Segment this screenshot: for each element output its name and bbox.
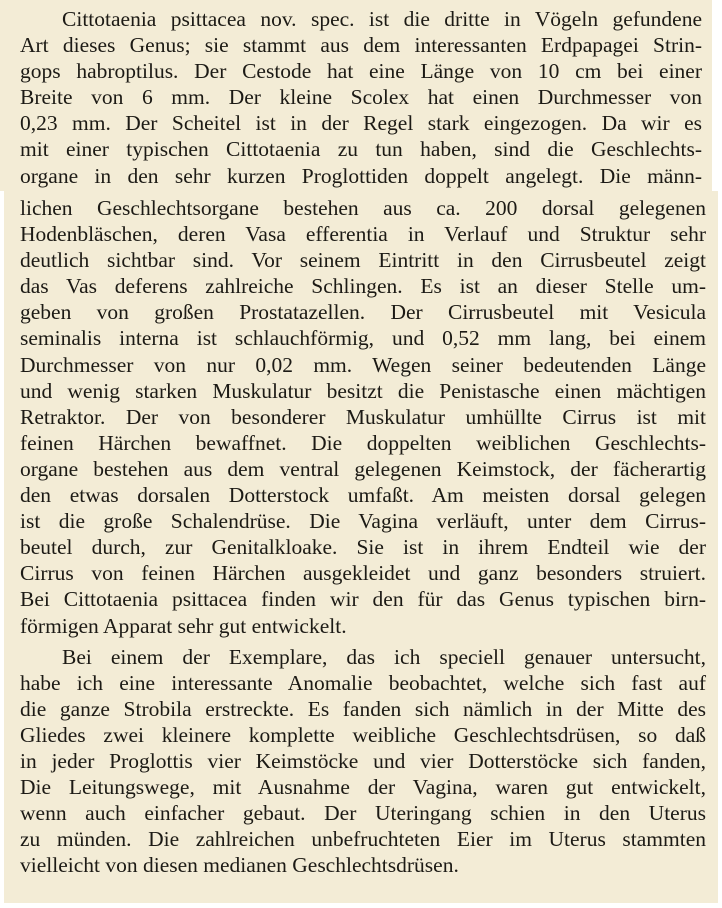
text-line: habe ich eine interessante Anomalie beobachtet, welche sich fast auf [20,670,706,695]
text-line: Bei einem der Exemplare, das ich speciell genauer untersucht, [62,644,706,669]
scan-fragment-top [0,0,712,191]
text-line: und wenig starken Muskulatur besitzt die Penistasche einen mächtigen [20,378,706,403]
text-line: lichen Geschlechtsorgane bestehen aus ca. 200 dorsal gelegenen [20,196,706,220]
text-line: ist die große Schalendrüse. Die Vagina verläuft, unter dem Cirrus- [20,509,706,534]
text-line: deutlich sichtbar sind. Vor seinem Eintritt in den Cirrusbeutel zeigt [20,248,706,273]
text-line: Retraktor. Der von besonderer Muskulatur umhüllte Cirrus ist mit [20,404,706,429]
text-line: wenn auch einfacher gebaut. Der Uteringang schien in den Uterus [20,801,706,826]
text-line: Gliedes zwei kleinere komplette weibliche Geschlechtsdrüsen, so daß [20,722,706,747]
text-line: Art dieses Genus; sie stammt aus dem interessanten Erdpapagei Strin- [20,33,702,58]
text-line: Breite von 6 mm. Der kleine Scolex hat einen Durchmesser von [20,85,702,110]
scan-fragment-bottom [4,191,718,903]
text-line: mit einer typischen Cittotaenia zu tun haben, sind die Geschlechts- [20,137,702,162]
text-line: Cittotaenia psittacea nov. spec. ist die dritte in Vögeln gefundene [62,7,702,31]
text-line: seminalis interna ist schlauchförmig, und 0,52 mm lang, bei einem [20,326,706,351]
text-line: vielleicht von diesen medianen Geschlechtsdrüsen. [20,853,459,878]
paragraph-1 [4,195,718,639]
text-line: die ganze Strobila erstreckte. Es fanden sich nämlich in der Mitte des [20,696,706,721]
text-line: geben von großen Prostatazellen. Der Cirrusbeutel mit Vesicula [20,300,706,325]
text-line: Hodenbläschen, deren Vasa efferentia in Verlauf und Struktur sehr [20,222,706,247]
text-line: organe in den sehr kurzen Proglottiden doppelt angelegt. Die männ- [20,163,702,188]
text-line: feinen Härchen bewaffnet. Die doppelten weiblichen Geschlechts- [20,430,706,455]
text-line: organe bestehen aus dem ventral gelegenen Keimstock, der fächerartig [20,456,706,481]
text-line: beutel durch, zur Genitalkloake. Sie ist in ihrem Endteil wie der [20,535,706,560]
paragraph-2 [4,644,718,879]
text-line: Bei Cittotaenia psittacea finden wir den für das Genus typischen birn- [20,587,706,612]
text-line: den etwas dorsalen Dotterstock umfaßt. Am meisten dorsal gelegen [20,483,706,508]
text-line: das Vas deferens zahlreiche Schlingen. Es ist an dieser Stelle um- [20,274,706,299]
text-line: Durchmesser von nur 0,02 mm. Wegen seiner bedeutenden Länge [20,352,706,377]
text-line: in jeder Proglottis vier Keimstöcke und vier Dotterstöcke sich fanden, [20,748,706,773]
text-line: gops habroptilus. Der Cestode hat eine Länge von 10 cm bei einer [20,59,702,84]
text-line: zu münden. Die zahlreichen unbefruchteten Eier im Uterus stammten [20,827,706,852]
text-line: 0,23 mm. Der Scheitel ist in der Regel stark eingezogen. Da wir es [20,111,702,136]
text-line: Die Leitungswege, mit Ausnahme der Vagina, waren gut entwickelt, [20,775,706,800]
text-line: förmigen Apparat sehr gut entwickelt. [20,613,347,638]
text-line: Cirrus von feinen Härchen ausgekleidet und ganz besonders struiert. [20,561,706,586]
